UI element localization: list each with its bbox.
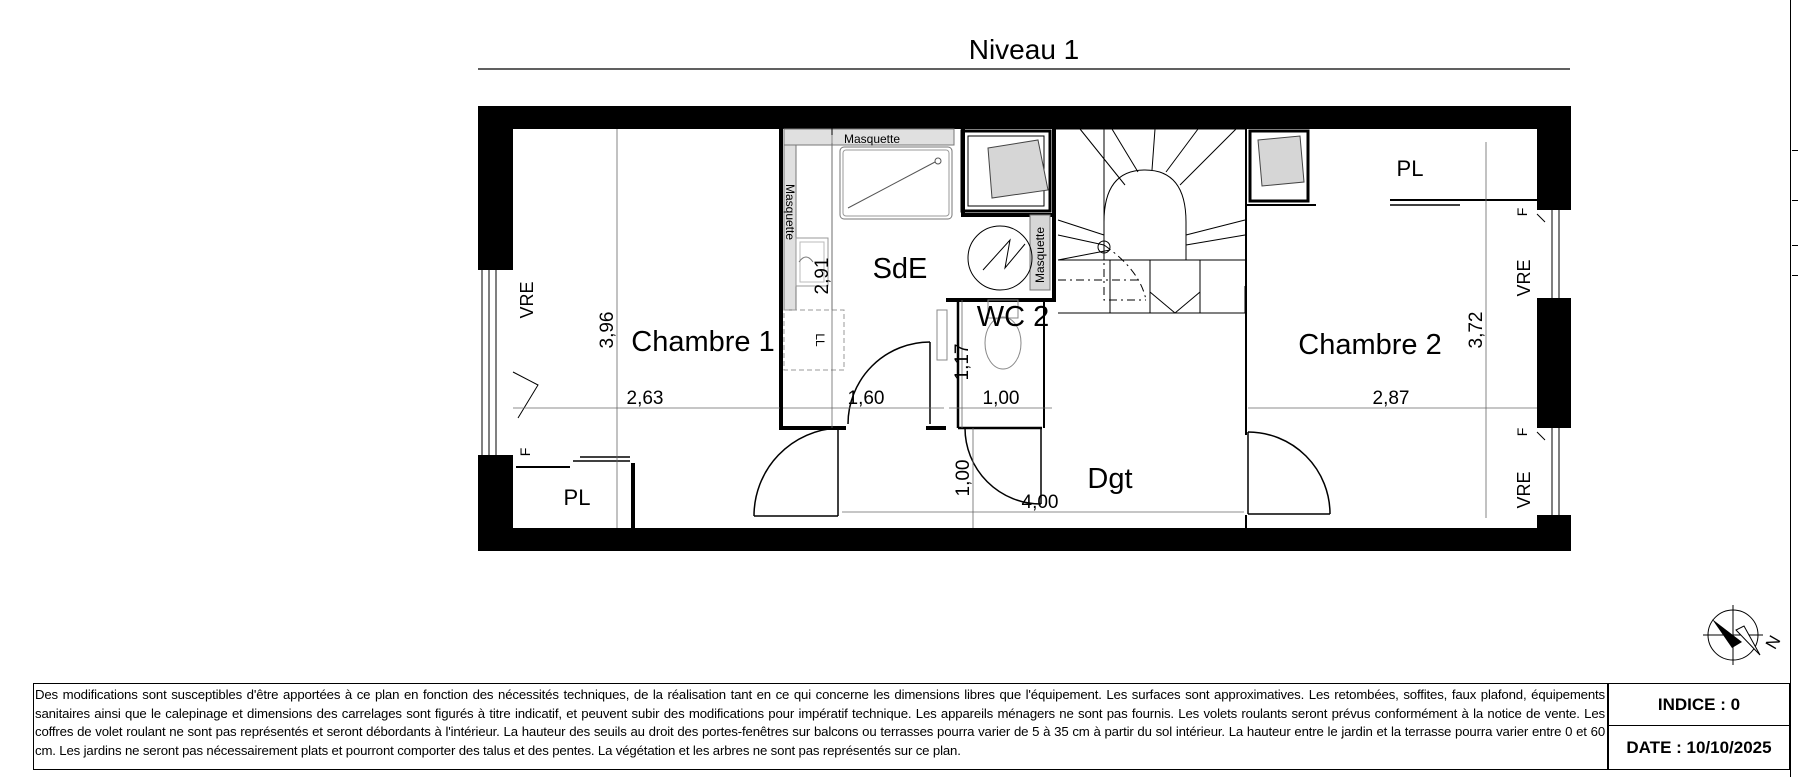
closet-left [573, 457, 630, 461]
f-label-left: F [517, 447, 533, 457]
room-label-chambre1: Chambre 1 [631, 326, 775, 358]
indice-label: INDICE : 0 [1608, 683, 1790, 726]
frame-tick [1792, 150, 1798, 151]
room-label-dgt: Dgt [1087, 463, 1133, 495]
masquette-label-top: Masquette [843, 132, 901, 146]
room-label-sde: SdE [872, 253, 928, 285]
compass-icon [1703, 605, 1763, 665]
north-label: N [1761, 632, 1785, 653]
frame-tick [1792, 200, 1798, 201]
frame-tick [1792, 245, 1798, 246]
disclaimer-box [33, 683, 1608, 770]
frame-border [1790, 0, 1791, 777]
dim-chambre1-width: 2,63 [626, 388, 664, 409]
vre-label-right-top: VRE [1514, 259, 1534, 297]
vre-label-right-bottom: VRE [1514, 471, 1534, 509]
room-label-chambre2: Chambre 2 [1298, 329, 1442, 361]
room-label-wc: WC 2 [976, 301, 1050, 333]
vre-label-left: VRE [517, 281, 537, 319]
disclaimer-text: Des modifications sont susceptibles d'être apportées à ce plan en fonction des nécessités techniques, de la réalisation tant en ce qui concerne les dimensions libres que l'équipement. Les surfaces sont approximatives. Les retombées, soffites, faux plafond, équipements sanitaires ainsi que le calepinage et dimensions des carrelages sont figurés à titre indicatif, et peuvent subir des modifications pour impératif technique. Les appareils ménagers ne sont pas fournis. Les volets roulants seront prévus conformément à la notice de vente. Les coffres de volet roulant ne sont pas représentés et seront débordants à l'intérieur. La hauteur des seuils au droit des portes-fenêtres sur balcons ou terrasses pourra varier de 5 à 35 cm à partir du sol intérieur. La hauteur entre le jardin et la terrasse pourra varier entre 0 et 60 cm. Les jardins ne seront pas nécessairement plats et pourront comporter des talus et des pentes. La végétation et les arbres ne sont pas représentés sur ce plan. [35, 687, 1605, 758]
dim-wc-width: 1,00 [982, 388, 1020, 409]
dim-sde-height: 2,91 [812, 257, 833, 295]
windows [482, 207, 1559, 515]
date-label: DATE : 10/10/2025 [1608, 726, 1790, 770]
ll-label: LL [813, 333, 827, 347]
f-label-right-top: F [1514, 207, 1530, 217]
f-label-right-bottom: F [1514, 427, 1530, 437]
closet-label-right: PL [1396, 156, 1424, 181]
masquette-label-left: Masquette [783, 183, 797, 241]
staircase [1054, 129, 1245, 313]
dim-wc-height: 1,17 [952, 343, 973, 381]
frame-tick [1792, 275, 1798, 276]
masquette-label-wc: Masquette [1033, 226, 1047, 284]
dim-chambre2-width: 2,87 [1372, 388, 1410, 409]
dim-dgt-width: 4,00 [1021, 492, 1059, 513]
closet-label-left: PL [563, 485, 591, 510]
dim-sde-width: 1,60 [847, 388, 885, 409]
dim-chambre2-height: 3,72 [1466, 311, 1487, 349]
plan-title: Niveau 1 [968, 34, 1080, 65]
shower-tray [784, 128, 954, 310]
dim-chambre1-height: 3,96 [597, 311, 618, 349]
dim-dgt-height: 1,00 [953, 459, 974, 497]
